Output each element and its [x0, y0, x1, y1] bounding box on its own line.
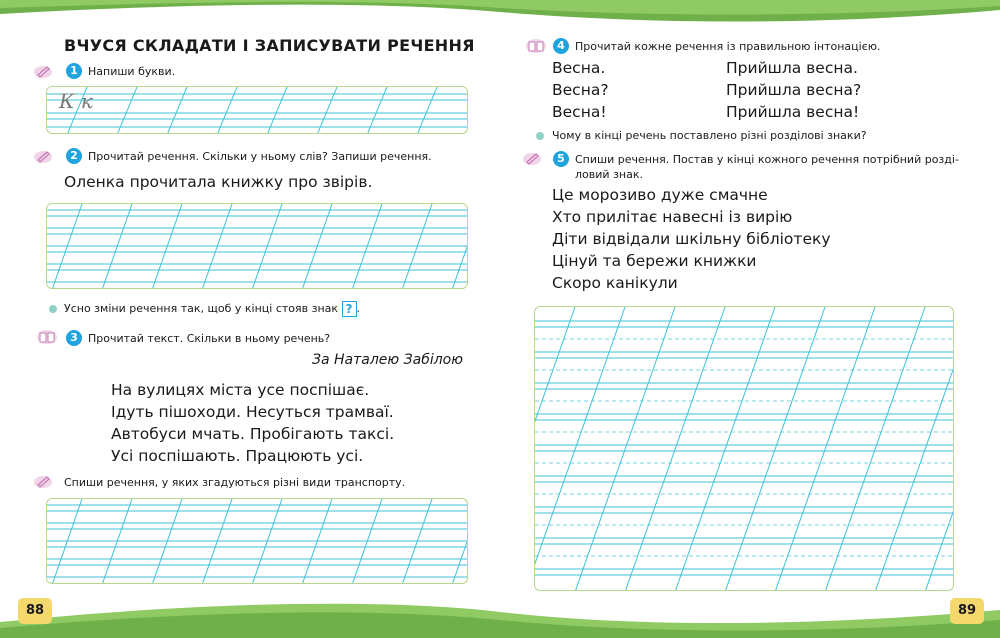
sentence-col2: Прийшла весна! — [726, 103, 860, 121]
page-title: ВЧУСЯ СКЛАДАТИ І ЗАПИСУВАТИ РЕЧЕННЯ — [64, 36, 475, 55]
exercise-2-instruction: Прочитай речення. Скільки у ньому слів? Запиши речення. — [88, 150, 432, 163]
task-instruction: Спиши речення, у яких згадуються різні види транспорту. — [64, 476, 406, 489]
sentence-col2: Прийшла весна? — [726, 81, 862, 99]
exercise-5-instruction-line2: ловий знак. — [575, 168, 643, 181]
exercise-4-instruction: Прочитай кожне речення із правильною інтонацією. — [575, 40, 881, 53]
pencil-icon — [33, 473, 53, 489]
writing-lines-ex1[interactable] — [46, 86, 468, 134]
book-icon — [37, 329, 57, 345]
copy-sentence: Це морозиво дуже смачне — [552, 186, 768, 204]
poem-line: Автобуси мчать. Пробігають таксі. — [111, 425, 395, 443]
exercise-1-instruction: Напиши букви. — [88, 65, 176, 78]
copy-sentence: Скоро канікули — [552, 274, 678, 292]
copy-sentence: Діти відвідали шкільну бібліотеку — [552, 230, 831, 248]
exercise-number: 3 — [66, 330, 82, 346]
pencil-icon — [522, 150, 542, 166]
copy-sentence: Хто прилітає навесні із вирію — [552, 208, 793, 226]
writing-lines-task[interactable] — [46, 498, 468, 584]
poem-line: Ідуть пішоходи. Несуться трамваї. — [111, 403, 394, 421]
bullet-2-text: Чому в кінці речень поставлено різні розділові знаки? — [552, 129, 867, 142]
poem-line: На вулицях міста усе поспішає. — [111, 381, 370, 399]
page-number-left: 88 — [18, 598, 52, 624]
bullet-1-text: Усно зміни речення так, щоб у кінці стояв знак ? . — [64, 302, 360, 316]
bullet-dot — [536, 132, 544, 140]
top-decor-band — [0, 0, 1000, 30]
poem-line: Усі поспішають. Працюють усі. — [111, 447, 364, 465]
sample-letters: К к — [59, 89, 93, 113]
text-author: За Наталею Забілою — [312, 352, 464, 368]
book-icon — [526, 38, 546, 54]
pencil-icon — [33, 148, 53, 164]
exercise-number: 2 — [66, 148, 82, 164]
exercise-number: 1 — [66, 63, 82, 79]
exercise-5-instruction-line1: Спиши речення. Постав у кінці кожного речення потрібний розді- — [575, 153, 959, 166]
sentence-col2: Прийшла весна. — [726, 59, 858, 77]
sentence-col1: Весна? — [552, 81, 609, 99]
exercise-3-instruction: Прочитай текст. Скільки в ньому речень? — [88, 332, 331, 345]
page-number-right: 89 — [950, 598, 984, 624]
bullet-dot — [49, 305, 57, 313]
writing-lines-ex5[interactable] — [534, 306, 954, 591]
exercise-number: 5 — [553, 151, 569, 167]
sentence-col1: Весна. — [552, 59, 606, 77]
copy-sentence: Цінуй та бережи книжки — [552, 252, 757, 270]
question-mark-box: ? — [342, 301, 357, 317]
exercise-2-sentence: Оленка прочитала книжку про звірів. — [64, 173, 373, 191]
writing-lines-ex2[interactable] — [46, 203, 468, 289]
bottom-decor-band — [0, 592, 1000, 638]
sentence-col1: Весна! — [552, 103, 607, 121]
pencil-icon — [33, 63, 53, 79]
exercise-number: 4 — [553, 38, 569, 54]
